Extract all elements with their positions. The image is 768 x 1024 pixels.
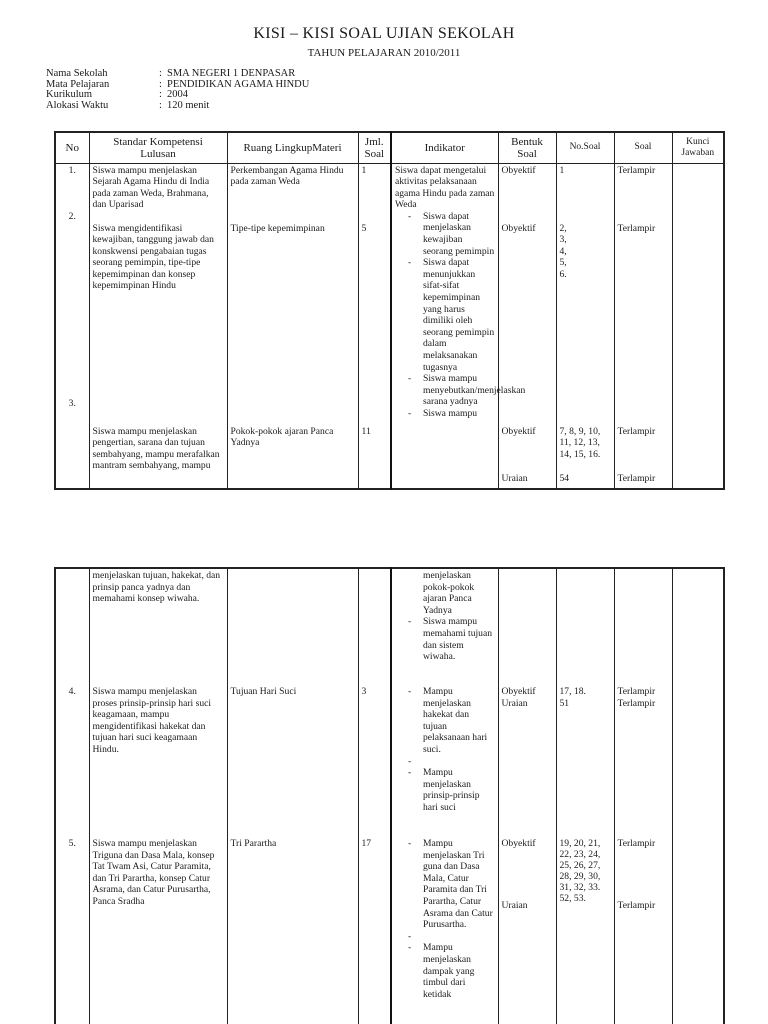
table-row xyxy=(55,568,724,1024)
meta-colon: : xyxy=(159,89,162,100)
cell-kunci xyxy=(672,163,724,489)
meta-colon: : xyxy=(159,99,162,111)
header-no: No xyxy=(55,132,89,163)
meta-label: Nama Sekolah xyxy=(46,68,108,79)
cell-jml: 3 17 xyxy=(358,568,391,1024)
cell-bentuk: Obyektif Uraian Obyektif Uraian xyxy=(498,568,556,1024)
meta-row-curriculum xyxy=(46,90,309,101)
cell-indikator: Siswa dapat mengetalui aktivitas pelaksanaan agama Hindu pada zaman Weda - Siswa dapat menjelaskan kewajiban seorang pemimpin - Siswa dapat menunjukkan sifat-sifat kepemimpinan yang harus dimiliki oleh seorang pemimpin dalam melaksanakan tugasnya - Siswa mampu menyebutkan/menjelaskan sarana yadnya - Siswa mampu xyxy=(391,163,498,489)
indikator-list: - Siswa dapat menjelaskan kewajiban seorang pemimpin - Siswa dapat menunjukkan sifat-sifat kepemimpinan yang harus dimiliki oleh seorang pemimpin dalam melaksanakan tugasnya - Siswa mampu menyebutkan/menjelaskan sarana yadnya - Siswa mampu xyxy=(395,211,495,420)
header-kunci: Kunci Jawaban xyxy=(672,132,724,163)
header-no-soal: No.Soal xyxy=(556,132,614,163)
meta-value: SMA NEGERI 1 DENPASAR xyxy=(167,68,296,79)
header-bentuk: Bentuk Soal xyxy=(498,132,556,163)
document-subtitle: TAHUN PELAJARAN 2010/2011 xyxy=(307,47,461,59)
exam-grid-table-page2 xyxy=(54,567,725,1024)
cell-soal: Terlampir Terlampir Terlampir Terlampir xyxy=(614,163,672,489)
cell-bentuk: Obyektif Obyektif Obyektif Uraian xyxy=(498,163,556,489)
table-header-row xyxy=(55,132,724,163)
table-row xyxy=(55,163,724,489)
indikator-list: - Mampu menjelaskan hakekat dan tujuan pelaksanaan hari suci. - - Mampu menjelaskan prinsip-prinsip hari suci xyxy=(395,686,495,814)
meta-value: 120 menit xyxy=(167,99,210,111)
meta-value: PENDIDIKAN AGAMA HINDU xyxy=(167,78,310,90)
cell-ruang: Perkembangan Agama Hindu pada zaman Weda Tipe-tipe kepemimpinan Pokok-pokok ajaran Panca Yadnya xyxy=(227,163,358,489)
indikator-list: - Mampu menjelaskan Tri guna dan Dasa Mala, Catur Paramita dan Tri Parartha, Catur Asrama dan Catur Purusartha. - - Mampu menjelaskan dampak yang timbul dari ketidak xyxy=(395,838,495,1000)
exam-grid-table-page1 xyxy=(54,131,725,490)
cell-kunci xyxy=(672,568,724,1024)
cell-no-soal: 1 2, 3, 4, 5, 6. 7, 8, 9, 10, 11, 12, 13, 14, 15, 16. 54 xyxy=(556,163,614,489)
cell-no: 4. 5. xyxy=(55,568,89,1024)
cell-jml: 1 5 11 xyxy=(358,163,391,489)
cell-ruang: Tujuan Hari Suci Tri Parartha xyxy=(227,568,358,1024)
meta-label: Mata Pelajaran xyxy=(46,78,110,90)
meta-row-time xyxy=(46,101,309,112)
header-soal: Soal xyxy=(614,132,672,163)
header-standar: Standar Kompetensi Lulusan xyxy=(89,132,227,163)
header-ruang: Ruang LingkupMateri xyxy=(227,132,358,163)
header-indikator: Indikator xyxy=(391,132,498,163)
header-jml: Jml. Soal xyxy=(358,132,391,163)
cell-indikator: menjelaskan pokok-pokok ajaran Panca Yadnya - Siswa mampu memahami tujuan dan sistem wiwaha. - Mampu menjelaskan hakekat dan tujuan pelaksanaan hari suci. - - Mampu menjelaskan prinsip-prinsip hari suci - Mampu menjelaskan Tri guna dan Dasa Mala, Catur Paramita dan Tri Parartha, Catur Asrama dan Catur Purusartha. - - Mampu menjelaskan dampak yang timbul dari ketidak xyxy=(391,568,498,1024)
indikator-list: - Siswa mampu memahami tujuan dan sistem wiwaha. xyxy=(395,616,495,662)
cell-standar: menjelaskan tujuan, hakekat, dan prinsip panca yadnya dan memahami konsep wiwaha. Siswa mampu menjelaskan proses prinsip-prinsip hari suci keagamaan, mampu mengidentifikasi hakekat dan tujuan hari suci keagamaan Hindu. Siswa mampu menjelaskan Triguna dan Dasa Mala, konsep Tat Twam Asi, Catur Paramita, dan Tri Parartha, konsep Catur Asrama, dan Catur Purusartha, Panca Sradha xyxy=(89,568,227,1024)
document-title: KISI – KISI SOAL UJIAN SEKOLAH xyxy=(253,25,515,42)
meta-value: 2004 xyxy=(167,89,188,100)
cell-no: 1. 2. 3. xyxy=(55,163,89,489)
meta-colon: : xyxy=(159,78,162,90)
cell-no-soal: 17, 18. 51 19, 20, 21, 22, 23, 24, 25, 26, 27, 28, 29, 30, 31, 32, 33. 52, 53. xyxy=(556,568,614,1024)
meta-label: Alokasi Waktu xyxy=(46,99,109,111)
school-info xyxy=(46,69,309,111)
cell-soal: Terlampir Terlampir Terlampir Terlampir xyxy=(614,568,672,1024)
meta-label: Kurikulum xyxy=(46,89,93,100)
meta-colon: : xyxy=(159,68,162,79)
meta-row-school xyxy=(46,69,309,80)
cell-standar: Siswa mampu menjelaskan Sejarah Agama Hindu di India pada zaman Weda, Brahmana, dan Uparisad Siswa mengidentifikasi kewajiban, tanggung jawab dan konskwensi pengabaian tugas seorang pemimpin, tipe-tipe kepemimpinan dan konsep kepemimpinan Hindu Siswa mampu menjelaskan pengertian, sarana dan tujuan sembahyang, mampu merafalkan mantram sembahyang, mampu xyxy=(89,163,227,489)
